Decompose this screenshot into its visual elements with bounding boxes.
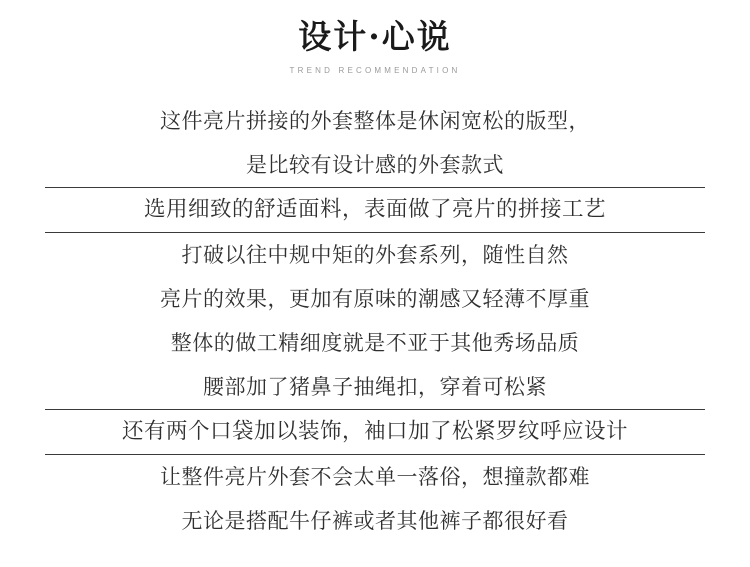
description-line: 是比较有设计感的外套款式: [246, 152, 504, 177]
description-line: 无论是搭配牛仔裤或者其他裤子都很好看: [181, 508, 569, 533]
page-subtitle: TREND RECOMMENDATION: [289, 65, 461, 75]
document-header: [0, 0, 750, 75]
description-line: 腰部加了猪鼻子抽绳扣，穿着可松紧: [203, 374, 547, 399]
description-line: 让整件亮片外套不会太单一落俗，想撞款都难: [160, 464, 590, 489]
page-title: 设计·心说: [298, 17, 452, 56]
description-block: [0, 99, 750, 543]
description-line: 还有两个口袋加以装饰，袖口加了松紧罗纹呼应设计: [121, 418, 628, 444]
description-line: 亮片的效果，更加有原味的潮感又轻薄不厚重: [160, 286, 590, 311]
description-line: 这件亮片拼接的外套整体是休闲宽松的版型，: [160, 108, 590, 133]
description-line: 选用细致的舒适面料，表面做了亮片的拼接工艺: [143, 196, 606, 222]
description-line: 整体的做工精细度就是不亚于其他秀场品质: [170, 330, 580, 355]
description-line: 打破以往中规中矩的外套系列，随性自然: [181, 242, 569, 267]
